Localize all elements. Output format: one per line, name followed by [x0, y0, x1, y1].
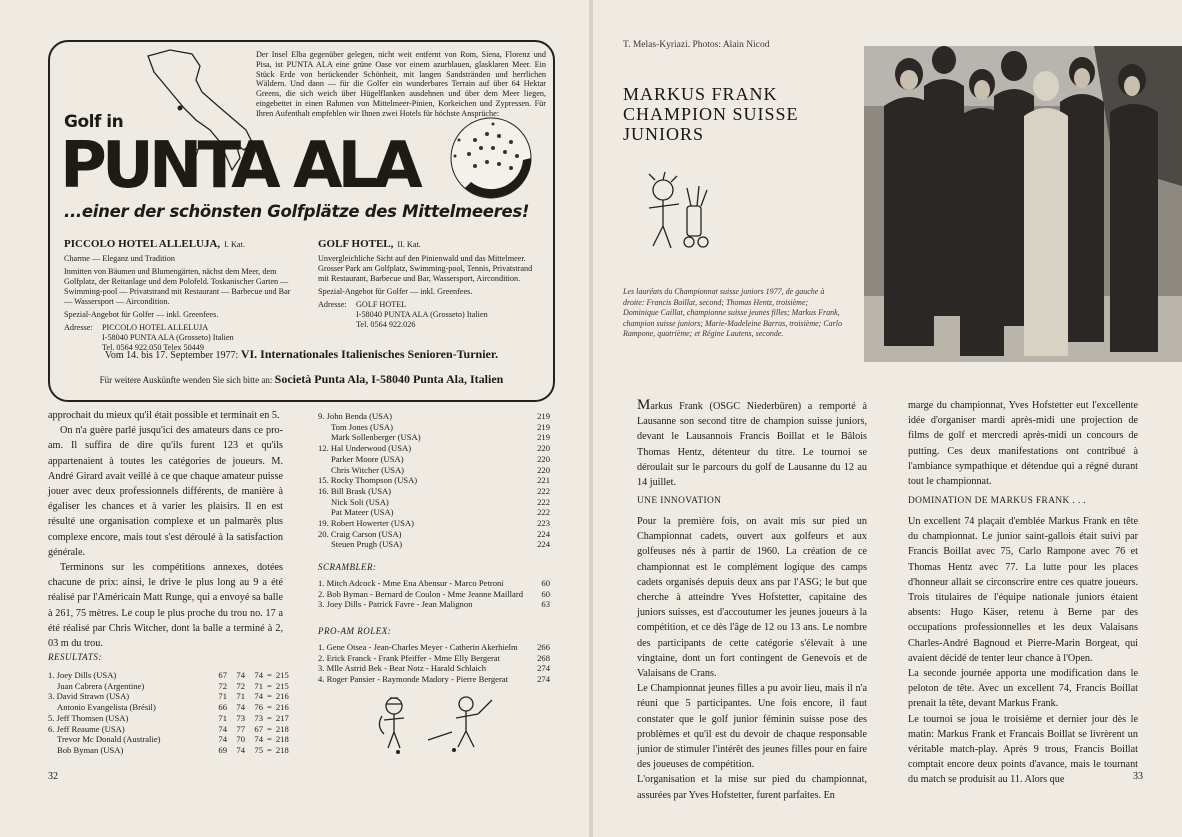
headline-line: JUNIORS: [623, 124, 705, 144]
player-name: 12. Hal Underwood (USA): [318, 443, 412, 454]
proam-heading: PRO-AM ROLEX:: [318, 626, 392, 636]
round-score: 67: [254, 723, 263, 734]
round-score: 74: [218, 734, 227, 745]
player-name: 3. David Strawn (USA): [48, 691, 130, 702]
round-score: 71: [218, 691, 227, 702]
player-name: Chris Witcher (USA): [331, 464, 405, 475]
player-name: Tom Jones (USA): [331, 421, 393, 432]
table-row: [318, 642, 550, 653]
table-row: [318, 486, 550, 497]
equals-sign: =: [267, 680, 272, 691]
golf-hotel-offer: Spezial-Angebot für Golfer — inkl. Greenfees.: [318, 287, 473, 296]
byline: T. Melas-Kyriazi. Photos: Alain Nicod: [623, 40, 770, 50]
results-table: [48, 670, 289, 756]
table-row: [318, 475, 550, 486]
round-score: 70: [236, 734, 245, 745]
article-paragraph: La seconde journée apporta une modification dans le peloton de tête. Avec un excellent 74, Francis Boillat prenait la tête, devant Markus Frank.: [908, 668, 1138, 710]
hotel-alleluja-address: Adresse: PICCOLO HOTEL ALLELUJA I-58040 PUNTA ALA (Grosseto) Italien Tel. 0564 922.050 Telex 50449: [64, 323, 234, 352]
round-score: 71: [254, 680, 263, 691]
round-score: 74: [254, 734, 263, 745]
player-name: 1. Joey Dills (USA): [48, 670, 117, 680]
tournament-name: VI. Internationales Italienisches Senioren-Turnier.: [240, 347, 499, 361]
scrambler-heading: SCRAMBLER:: [318, 562, 377, 572]
round-score: 66: [218, 702, 227, 713]
round-score: 72: [218, 680, 227, 691]
player-name: 15. Rocky Thompson (USA): [318, 475, 418, 486]
total-score: 217: [275, 712, 289, 723]
total-score: 219: [537, 411, 550, 421]
round-score: 73: [236, 712, 245, 723]
table-row: [48, 745, 289, 756]
round-score: 77: [236, 723, 245, 734]
team-score: 60: [541, 578, 550, 588]
round-score: 75: [254, 744, 263, 755]
table-row: [318, 432, 550, 443]
results-table-continued: [318, 411, 550, 550]
team-names: 4. Roger Pansier - Raymonde Madory - Pierre Bergerat: [318, 674, 509, 685]
team-names: 1. Mitch Adcock - Mme Ena Abensur - Marco Petroni: [318, 578, 504, 588]
round-score: 74: [218, 723, 227, 734]
player-name: Bob Byman (USA): [57, 744, 124, 755]
total-score: 224: [537, 528, 550, 539]
player-name: Pat Mateer (USA): [331, 507, 394, 518]
total-score: 216: [275, 702, 289, 713]
table-row: [318, 653, 550, 664]
team-names: 3. Joey Dills - Patrick Favre - Jean Malignon: [318, 599, 473, 610]
table-row: [48, 681, 289, 692]
round-score: 76: [254, 702, 263, 713]
ad-tournament-line: [50, 347, 553, 362]
hotel-alleluja-description: Inmitten von Bäumen und Blumengärten, nächst dem Meer, dem Golfplatz, der Reitanlage und dem Polofeld. Toskanischer Garten — Swimming-pool — Privatstrand mit Restaurant — Barbecue und Bar — Wassersport — Aircondition.: [64, 267, 291, 306]
article-paragraph: Terminons sur les compétitions annexes, dotées chacune de prix: ainsi, le drive le plus long au 9 a été réalisé par l'Américain Matt Runge, qui a envoyé sa balle à 261, 75 mètres. Le coup le plus proche du trou no. 17 a été réalisé par Chris Witcher, dont la balle a terminé à 2, 03 m du trou.: [48, 562, 283, 650]
table-row: [318, 589, 550, 600]
player-name: 19. Robert Howerter (USA): [318, 518, 414, 529]
table-row: [318, 518, 550, 529]
hotel-alleluja-offer: Spezial-Angebot für Golfer — inkl. Greenfees.: [64, 310, 219, 319]
section-heading-innovation: UNE INNOVATION: [637, 496, 722, 506]
photo-caption: Les lauréats du Championnat suisse juniors 1977, de gauche à droite: Francis Boillat, second; Thomas Hentz, troisième; Dominique Caillat, championne suisse jeunes filles; Markus Frank, champion suisse juniors; Marie-Madeleine Barras, troisième; Carlo Rampone, quatrième; et Régine Lautens, seconde.: [623, 287, 843, 338]
table-row: [318, 578, 550, 589]
player-name: Trevor Mc Donald (Australie): [57, 734, 161, 745]
round-score: 69: [218, 744, 227, 755]
round-score: 71: [218, 712, 227, 723]
round-score: 74: [254, 691, 263, 702]
page-number-right: 33: [1133, 771, 1143, 782]
total-score: 223: [537, 518, 550, 529]
ad-contact-line: [50, 372, 553, 387]
intro-text: arkus Frank (OSGC Niederbüren) a remporté à Lausanne son second titre de champion suisse juniors, devant le Lausannois Francis Boillat et le Bâlois Thomas Hentz, détenteur du titre. Le tournoi se déroulait sur le parcours du golf de Lausanne du 12 au 14 juillet.: [637, 401, 867, 489]
table-row: [318, 465, 550, 476]
team-score: 268: [537, 652, 550, 663]
ad-intro-text: Der Insel Elba gegenüber gelegen, nicht weit entfernt von Rom, Siena, Florenz und Pisa, ist PUNTA ALA eine grüne Oase vor einem azurblauen, glasklaren Meer. Ein Stück Erde von berückender Schönheit, mit langen Sandstränden und herrlichen Wäldern. Und dann — für die Golfer ein wunderbares Terrain auf über 64 Hektar Greens, die sich weich über Hügelflanken ausdehnen und über dem Meer liegen, eingebettet in einen Rahmen von Mittelmeer-Pinien, Korkeichen und Zypressen. Für Ihren Aufenthalt empfehlen wir Ihnen zwei Hotels für höchste Ansprüche:: [256, 50, 546, 118]
total-score: 219: [537, 421, 550, 432]
results-heading: RESULTATS:: [48, 652, 102, 662]
player-name: Parker Moore (USA): [331, 453, 404, 464]
left-page: [0, 0, 589, 837]
player-name: Juan Cabrera (Argentine): [57, 680, 145, 691]
table-row: [48, 670, 289, 681]
article-intro: [637, 398, 867, 490]
player-name: Antonio Evangelista (Brésil): [57, 702, 156, 713]
player-name: 5. Jeff Thomsen (USA): [48, 712, 129, 723]
right-page: [593, 0, 1182, 837]
equals-sign: =: [267, 723, 272, 734]
team-names: 1. Gene Otsea - Jean-Charles Meyer - Catherin Akerhielm: [318, 642, 518, 652]
team-score: 274: [537, 663, 550, 674]
article-paragraph: Un excellent 74 plaçait d'emblée Markus Frank en tête du championnat. Le junior saint-gallois était suivi par Francis Boillat avec 75, Carlo Rampone avec 76 et Thomas Hentz avec 77. La lutte pour les places d'honneur allait se circonscrire entre ces quatre joueurs. Trois titulaires de l'équipe nationale juniors étaient absents: Hugo Käser, retenu à Berne par des occupations professionnelles et les deux Valaisans Charles-André Bagnoud et Pierre-Marin Borgeat, qui avaient décidé de tenter leur chance à l'Open.: [908, 516, 1138, 664]
section-heading-domination: DOMINATION DE MARKUS FRANK . . .: [908, 496, 1087, 506]
total-score: 216: [275, 691, 289, 702]
golfers-cartoon-illustration: [368, 692, 498, 762]
page-number-left: 32: [48, 771, 58, 782]
total-score: 222: [537, 507, 550, 518]
hotel-alleluja-name: PICCOLO HOTEL ALLELUJA,: [64, 238, 221, 250]
equals-sign: =: [267, 712, 272, 723]
total-score: 224: [537, 539, 550, 550]
round-score: 74: [236, 744, 245, 755]
proam-table: [318, 642, 550, 685]
round-score: 72: [236, 680, 245, 691]
round-score: 71: [236, 691, 245, 702]
total-score: 215: [275, 680, 289, 691]
golf-ball-icon: [435, 110, 543, 200]
total-score: 219: [537, 432, 550, 443]
table-row: [318, 507, 550, 518]
article-paragraph: On n'a guère parlé jusqu'ici des amateurs dans ce pro-am. Il suffira de dire qu'ils furent 123 et qu'ils appartenaient à toutes les catégories de joueurs. M. André Girard avait veillé à ce que chaque amateur puisse jouer avec deux professionnels différents, de manière à égaliser les chances et à varier les plaisirs. Il en est résulté une organisation complexe et un palmarès plus complexe encore, mais tout s'est déroulé à la satisfaction générale.: [48, 425, 283, 558]
section-innovation-text: [637, 514, 867, 803]
contact-prefix: Für weitere Auskünfte wenden Sie sich bitte an:: [99, 375, 273, 385]
round-score: 73: [254, 712, 263, 723]
equals-sign: =: [267, 734, 272, 745]
table-row: [318, 539, 550, 550]
article-paragraph: Le tournoi se joua le troisième et dernier jour dès le matin: Markus Frank et Francais Boillat se livrèrent un véritable match-play. Après 9 trous, Francis Boillat comptait encore deux points d'avance, mais le tournant du match se produisit au 11. Alors que: [908, 713, 1138, 786]
round-score: 67: [218, 670, 227, 680]
total-score: 220: [537, 443, 550, 454]
equals-sign: =: [267, 670, 272, 680]
table-row: [318, 497, 550, 508]
ad-slogan: ...einer der schönsten Golfplätze des Mittelmeeres!: [64, 202, 530, 221]
table-row: [48, 702, 289, 713]
article-paragraph: Pour la première fois, on avait mis sur pied un Championnat cadets, ouvert aux golfeurs et aux golfeuses nés à partir de 1960. La création de ce championnat est le complément logique des camps cadets organisés depuis deux ans par l'ASG; le but que cherche à atteindre Yves Hofstetter, capitaine des juniors suisses, est d'accoutumer les jeunes joueurs à la compétition, et ce dès l'âge de 12 ou 13 ans. Le nombre des participants de cette catégorie s'élevait à une vingtaine, dont un fort contingent de Genevois et de Valaisans de Crans.: [637, 516, 867, 680]
round-score: 74: [236, 702, 245, 713]
headline: [623, 84, 853, 144]
headline-line: CHAMPION SUISSE: [623, 104, 799, 124]
total-score: 218: [275, 723, 289, 734]
team-score: 274: [537, 674, 550, 685]
player-name: Steuen Prugh (USA): [331, 539, 403, 550]
player-name: Nick Soli (USA): [331, 496, 389, 507]
table-row: [318, 529, 550, 540]
total-score: 218: [275, 744, 289, 755]
total-score: 220: [537, 453, 550, 464]
headline-line: MARKUS FRANK: [623, 84, 778, 104]
punta-ala-advertisement: [48, 40, 555, 402]
tournament-date: Vom 14. bis 17. September 1977:: [104, 350, 239, 361]
team-score: 63: [541, 599, 550, 610]
team-names: 2. Erick Franck - Frank Pfeiffer - Mme Elly Bergerat: [318, 652, 501, 663]
article-paragraph: approchait du mieux qu'il était possible et terminait en 5.: [48, 410, 280, 421]
table-row: [48, 713, 289, 724]
table-row: [318, 454, 550, 465]
golf-hotel-address: Adresse: GOLF HOTEL I-58040 PUNTA ALA (Grosseto) Italien Tel. 0564 922.026: [318, 300, 488, 329]
section-domination-text: [908, 514, 1138, 788]
team-names: 2. Bob Byman - Bernard de Coulon - Mme Jeanne Maillard: [318, 588, 524, 599]
player-name: 16. Bill Brask (USA): [318, 485, 392, 496]
player-name: 6. Jeff Reaume (USA): [48, 723, 125, 734]
golf-hotel-name: GOLF HOTEL,: [318, 238, 394, 250]
player-name: 9. John Benda (USA): [318, 411, 392, 421]
equals-sign: =: [267, 691, 272, 702]
total-score: 215: [275, 670, 289, 680]
team-names: 3. Mlle Astrid Bek - Beat Notz - Harald Schlaich: [318, 663, 487, 674]
hotel-alleluja: [64, 234, 296, 353]
table-row: [318, 411, 550, 422]
total-score: 220: [537, 464, 550, 475]
round-score: 74: [254, 670, 263, 680]
round-score: 74: [236, 670, 245, 680]
table-row: [48, 724, 289, 735]
golf-hotel: [318, 234, 543, 330]
table-row: [48, 691, 289, 702]
table-row: [318, 422, 550, 433]
player-name: Mark Sollenberger (USA): [331, 432, 421, 443]
drop-cap: M: [637, 397, 651, 413]
hotel-alleluja-category: I. Kat.: [224, 240, 245, 249]
equals-sign: =: [267, 744, 272, 755]
golf-in-heading: Golf in: [64, 112, 124, 132]
winners-group-image: [864, 46, 1182, 362]
juniors-group-photo: [864, 46, 1182, 362]
table-row: [318, 663, 550, 674]
article-paragraph: Le Championnat jeunes filles a pu avoir lieu, mais il n'a réuni que 5 participantes. Une fois encore, il faut constater que le golf junior féminin suisse pose des problèmes et qu'il est du devoir de chaque responsable junior de stimuler l'intérêt des jeunes filles pour en faire des joueuses de compétition.: [637, 683, 867, 771]
team-score: 266: [537, 642, 550, 652]
equals-sign: =: [267, 702, 272, 713]
table-row: [318, 674, 550, 685]
player-name: 20. Craig Carson (USA): [318, 528, 402, 539]
total-score: 222: [537, 485, 550, 496]
hotel-alleluja-tagline: Charme — Eleganz und Tradition: [64, 254, 175, 263]
total-score: 218: [275, 734, 289, 745]
total-score: 221: [537, 475, 550, 486]
table-row: [318, 599, 550, 610]
junior-golfer-cartoon-illustration: [635, 172, 725, 262]
table-row: [48, 734, 289, 745]
golf-hotel-category: II. Kat.: [397, 240, 421, 249]
article-col2-intro: marge du championnat, Yves Hofstetter eut l'excellente idée d'organiser mardi après-midi une projection de films de golf et mercredi après-midi un concours de putting. Ces deux manifestations ont contribué à l'ambiance sympathique et détendue qui a régné durant tout le championnat.: [908, 400, 1138, 488]
table-row: [318, 443, 550, 454]
article-continuation: [48, 408, 283, 651]
golf-hotel-description: Unvergleichliche Sicht auf den Pinienwald und das Mittelmeer. Grosser Park am Golfplatz, Swimming-pool, Tennis, Privatstrand mit Restaurant, Barbecue und Bar, Wassersport, Aircondition.: [318, 254, 533, 283]
contact-name: Società Punta Ala, I-58040 Punta Ala, Italien: [274, 372, 504, 386]
team-score: 60: [541, 588, 550, 599]
punta-ala-logo: PUNTA ALA: [60, 129, 418, 203]
total-score: 222: [537, 496, 550, 507]
article-paragraph: L'organisation et la mise sur pied du championnat, assurées par Yves Hofstetter, furent parfaites. En: [637, 774, 867, 801]
scrambler-table: [318, 578, 550, 610]
